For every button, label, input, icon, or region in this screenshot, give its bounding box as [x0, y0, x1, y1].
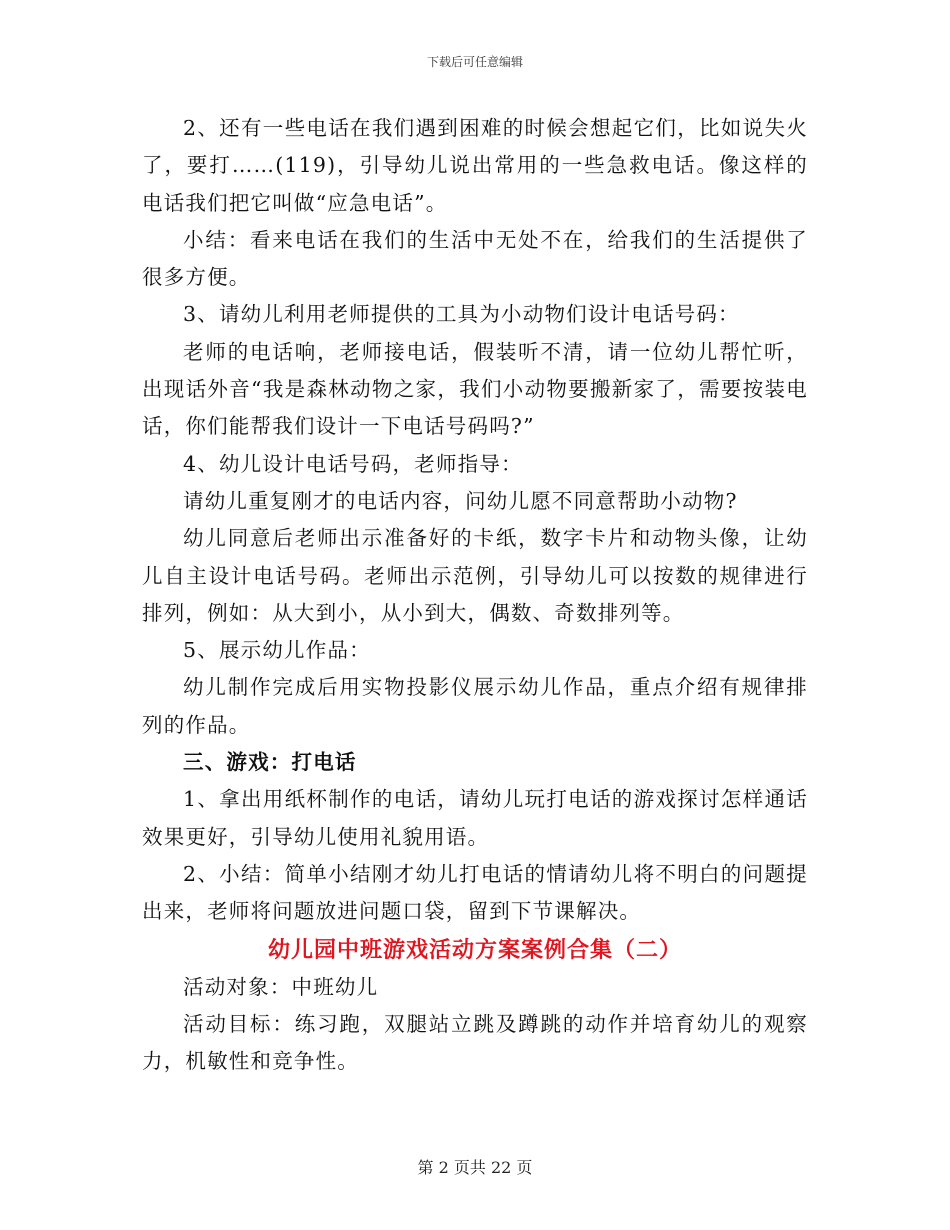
- document-body: [142, 110, 808, 1080]
- paragraph-step-4: 4、幼儿设计电话号码，老师指导：: [183, 451, 523, 476]
- paragraph-summary-1: 小结：看来电话在我们的生活中无处不在，给我们的生活提供了很多方便。: [142, 227, 808, 290]
- paragraph-game-1: 1、拿出用纸杯制作的电话，请幼儿玩打电话的游戏探讨怎样通话效果更好，引导幼儿使用礼貌用语。: [142, 787, 808, 849]
- page-header: 下载后可任意编辑: [426, 55, 523, 69]
- heading-game-phone: 三、游戏：打电话: [183, 750, 357, 775]
- paragraph-show-works: 幼儿制作完成后用实物投影仪展示幼儿作品，重点介绍有规律排列的作品。: [142, 675, 808, 737]
- paragraph-design-number: 幼儿同意后老师出示准备好的卡纸，数字卡片和动物头像，让幼儿自主设计电话号码。老师出示范例，引导幼儿可以按数的规律进行排列，例如：从大到小，从小到大，偶数、奇数排列等。: [142, 526, 808, 625]
- paragraph-activity-target: 活动对象：中班幼儿: [183, 974, 379, 999]
- paragraph-repeat-call: 请幼儿重复刚才的电话内容，问幼儿愿不同意帮助小动物?: [183, 488, 738, 513]
- paragraph-step-3: 3、请幼儿利用老师提供的工具为小动物们设计电话号码：: [183, 302, 740, 327]
- page-footer: 第 2 页共 22 页: [417, 1158, 533, 1177]
- paragraph-activity-goal: 活动目标：练习跑，双腿站立跳及蹲跳的动作并培育幼儿的观察力，机敏性和竞争性。: [142, 1011, 808, 1074]
- paragraph-emergency-phone: 2、还有一些电话在我们遇到困难的时候会想起它们，比如说失火了，要打……(119)，引导幼儿说出常用的一些急救电话。像这样的电话我们把它叫做“应急电话”。: [142, 116, 808, 215]
- paragraph-game-2: 2、小结：简单小结刚才幼儿打电话的情请幼儿将不明白的问题提出来，老师将问题放进问题口袋，留到下节课解决。: [142, 861, 808, 924]
- paragraph-step-5: 5、展示幼儿作品：: [183, 638, 371, 663]
- section-title: 幼儿园中班游戏活动方案案例合集（二）: [267, 936, 682, 963]
- paragraph-teacher-call: 老师的电话响，老师接电话，假装听不清，请一位幼儿帮忙听，出现话外音“我是森林动物之家，我们小动物要搬新家了，需要按装电话，你们能帮我们设计一下电话号码吗?”: [142, 339, 808, 439]
